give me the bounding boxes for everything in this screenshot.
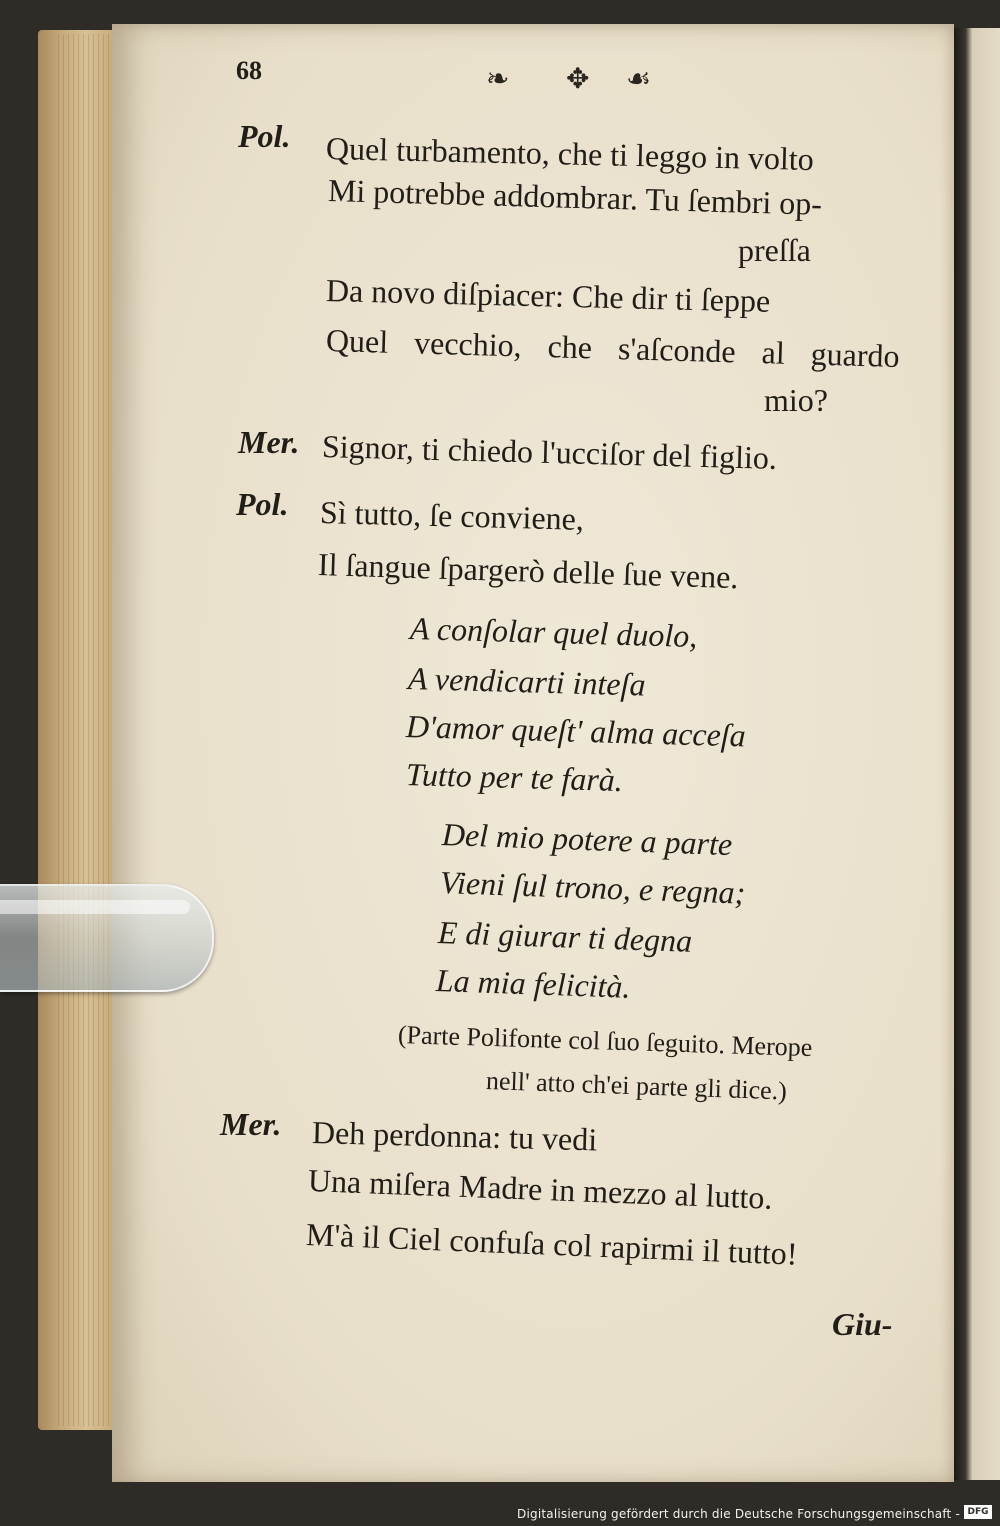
facing-page-edge bbox=[954, 28, 1000, 1480]
verse-line: mio? bbox=[764, 382, 828, 418]
speaker-label: Pol. bbox=[236, 486, 289, 522]
verse-line: Quel turbamento, che ti leggo in volto bbox=[325, 130, 815, 178]
aria-line: A conſolar quel duolo, bbox=[409, 610, 698, 655]
aria-line: Vieni ſul trono, e regna; bbox=[439, 864, 746, 911]
stage-direction: (Parte Polifonte col ſuo ſeguito. Merope bbox=[397, 1020, 813, 1063]
verse-line: Sì tutto, ſe conviene, bbox=[319, 494, 585, 537]
ornament-center-icon: ✥ bbox=[566, 64, 590, 95]
book-page bbox=[112, 24, 954, 1484]
verse-line: Una miſera Madre in mezzo al lutto. bbox=[307, 1162, 774, 1216]
aria-line: Del mio potere a parte bbox=[441, 816, 733, 863]
aria-line: Tutto per te farà. bbox=[405, 756, 624, 799]
verse-line: Signor, ti chiedo l'ucciſor del figlio. bbox=[321, 428, 778, 476]
stage-direction: nell' atto ch'ei parte gli dice.) bbox=[485, 1066, 788, 1106]
aria-line: D'amor queſt' alma acceſa bbox=[405, 708, 747, 754]
page-edges bbox=[58, 34, 118, 1426]
verse-line: Il ſangue ſpargerò delle ſue vene. bbox=[317, 546, 739, 596]
speaker-label: Mer. bbox=[238, 424, 300, 460]
ornament-left-icon: ❧ bbox=[486, 64, 510, 95]
verse-line: Da novo diſpiacer: Che dir ti ſeppe bbox=[325, 272, 771, 319]
speaker-label: Pol. bbox=[238, 118, 291, 154]
aria-line: A vendicarti inteſa bbox=[407, 660, 647, 703]
verse-line: Quel vecchio, che s'aſconde al guardo bbox=[325, 322, 901, 375]
verse-line: preſſa bbox=[738, 232, 811, 268]
verse-line: Deh perdonna: tu vedi bbox=[311, 1114, 598, 1158]
catchword: Giu- bbox=[832, 1306, 893, 1342]
glass-page-holder bbox=[0, 884, 214, 992]
verse-line: Mi potrebbe addombrar. Tu ſembri op- bbox=[327, 172, 823, 222]
digitization-credit: Digitalisierung gefördert durch die Deutsche Forschungsgemeinschaft - bbox=[517, 1507, 960, 1521]
speaker-label: Mer. bbox=[220, 1106, 282, 1142]
page-number: 68 bbox=[236, 56, 262, 85]
aria-line: E di giurar ti degna bbox=[437, 914, 693, 959]
aria-line: La mia felicità. bbox=[435, 962, 632, 1005]
ornament-right-icon: ☙ bbox=[626, 64, 652, 95]
dfg-logo: DFG bbox=[964, 1505, 992, 1519]
verse-line: M'à il Ciel confuſa col rapirmi il tutto! bbox=[305, 1216, 799, 1272]
